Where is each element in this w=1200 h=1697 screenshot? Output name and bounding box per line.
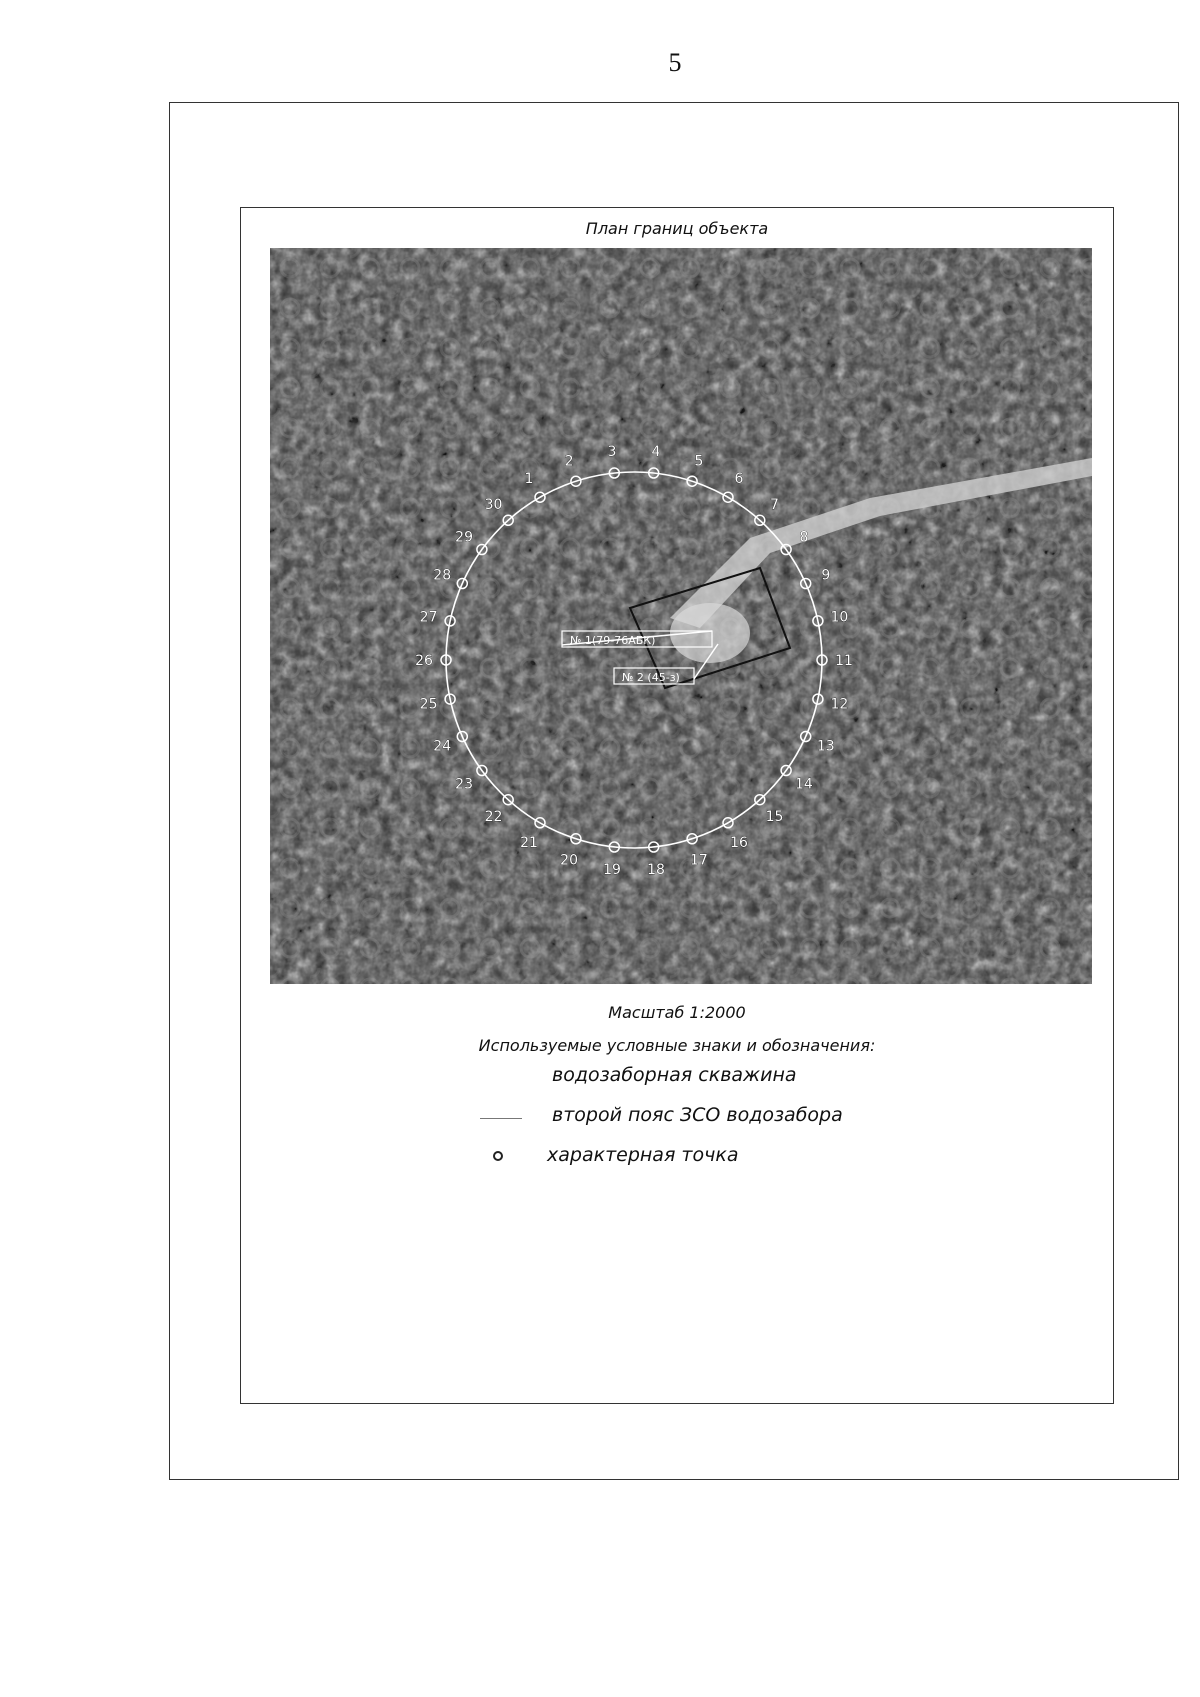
point-label: 29 [455,529,474,546]
point-label: 13 [816,738,835,755]
point-label: 8 [799,529,809,546]
legend-item-label: второй пояс ЗСО водозабора [552,1104,843,1126]
well-label-2: № 2 (45-з) [622,671,680,684]
legend-title: Используемые условные знаки и обозначения: [478,1036,876,1055]
point-label: 4 [651,444,661,461]
point-label: 28 [433,567,452,584]
point-label: 7 [770,496,779,513]
point-label: 15 [765,809,784,826]
well-site-clearing [670,603,750,663]
well-label-1: № 1(79-76АБК) [570,634,656,647]
point-label: 20 [560,852,579,869]
point-label: 16 [730,834,748,851]
point-label: 3 [607,444,617,461]
point-label: 5 [694,453,704,470]
line-icon [480,1118,522,1119]
legend-item-point [0,1144,1200,1172]
circle-icon [493,1151,503,1161]
point-label: 9 [821,567,831,584]
point-label: 18 [647,861,665,878]
point-label: 11 [835,653,853,669]
point-label: 23 [455,776,474,793]
point-label: 21 [520,834,538,851]
point-label: 14 [794,776,813,793]
point-label: 27 [419,609,438,626]
point-label: 10 [830,609,849,626]
page-number: 5 [668,48,682,77]
point-label: 25 [419,696,438,713]
scale-label: Масштаб 1:2000 [608,1003,746,1022]
point-label: 24 [433,738,452,755]
point-label: 6 [734,471,744,488]
legend-item-label: водозаборная скважина [552,1064,797,1086]
legend-item-line [0,1104,1200,1132]
point-label: 2 [564,453,574,470]
point-label: 12 [830,696,849,713]
legend-item-label: характерная точка [547,1144,739,1166]
point-label: 19 [603,861,621,878]
point-label: 22 [484,809,503,826]
plan-title: План границ объекта [585,219,769,238]
point-label: 17 [689,852,708,869]
point-label: 26 [415,653,433,669]
satellite-map [270,248,1092,984]
legend-item-well [0,1064,1200,1092]
point-label: 30 [484,496,503,513]
point-label: 1 [524,471,534,488]
